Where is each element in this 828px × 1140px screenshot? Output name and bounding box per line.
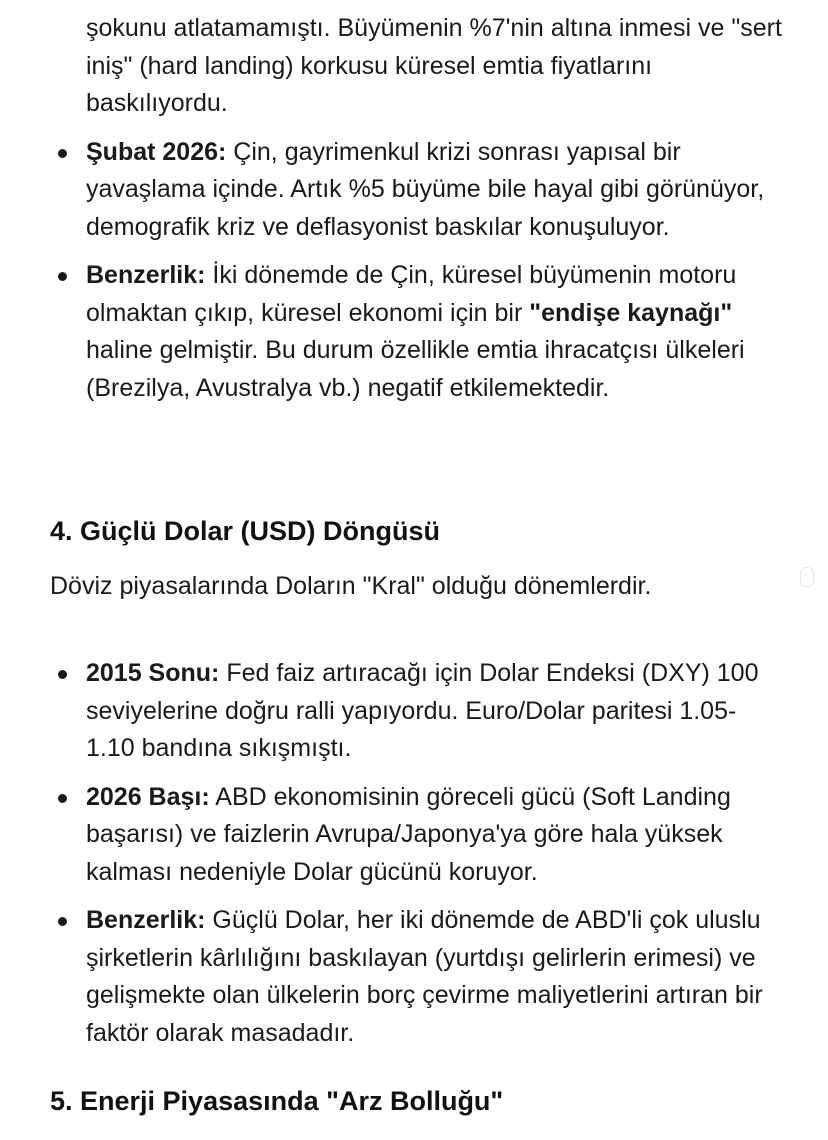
list-item-text: haline gelmiştir. Bu durum özellikle emtia ihracatçısı ülkeleri (Brezilya, Avustralya vb.) negatif etkilemektedir. [86,336,745,402]
list-item-text: Fed faiz artıracağı için Dolar Endeksi (DXY) 100 seviyelerine doğru ralli yapıyordu. Euro/Dolar paritesi 1.05-1.10 bandına sıkışmıştı. [86,659,759,762]
list-item-text: şokunu atlatamamıştı. Büyümenin %7'nin altına inmesi ve "sert iniş" (hard landing) korkusu küresel emtia fiyatlarını baskılıyordu. [86,14,782,117]
list-item-lead: 2026 Başı: [86,782,210,811]
list-item-text: Güçlü Dolar, her iki dönemde de ABD'li çok uluslu şirketlerin kârlılığını baskılayan (yurtdışı gelirlerin erimesi) ve gelişmekte olan ülkelerin borç çevirme maliyetlerini artıran bir faktör olarak masadadır. [86,906,763,1047]
list-item [0,655,828,768]
bullet-dot [58,149,67,158]
scroll-handle[interactable] [800,567,814,587]
bullet-dot [58,670,67,679]
list-item [0,779,828,892]
section-intro: Döviz piyasalarında Doların "Kral" olduğu dönemlerdir. [50,572,652,600]
list-item [0,902,828,1052]
section3-bullet-list [0,10,828,407]
list-item-lead: Benzerlik: [86,906,206,934]
list-item-text: İki dönemde de Çin, küresel büyümenin motoru olmaktan çıkıp, küresel ekonomi için bir [86,261,737,327]
bullet-dot [58,272,67,281]
list-item [0,257,828,407]
list-item [0,134,828,247]
section4-bullet-list [0,655,828,1052]
section-heading-5: 5. Enerji Piyasasında "Arz Bolluğu" [50,1086,504,1116]
list-item-text: Çin, gayrimenkul krizi sonrası yapısal bir yavaşlama içinde. Artık %5 büyüme bile hayal gibi görünüyor, demografik kriz ve deflasyonist baskılar konuşuluyor. [86,137,765,241]
bullet-dot [58,917,67,926]
list-item-lead: Şubat 2026: [86,137,227,166]
section-heading-4: 4. Güçlü Dolar (USD) Döngüsü [50,516,441,546]
list-item-continued [0,10,828,123]
list-item-emphasis: "endişe kaynağı" [529,298,733,327]
list-item-lead: 2015 Sonu: [86,659,220,687]
list-item-text: ABD ekonomisinin göreceli gücü (Soft Landing başarısı) ve faizlerin Avrupa/Japonya'ya göre hala yüksek kalması nedeniyle Dolar gücünü koruyor. [86,782,731,886]
bullet-dot [58,794,67,803]
list-item-lead: Benzerlik: [86,261,206,289]
